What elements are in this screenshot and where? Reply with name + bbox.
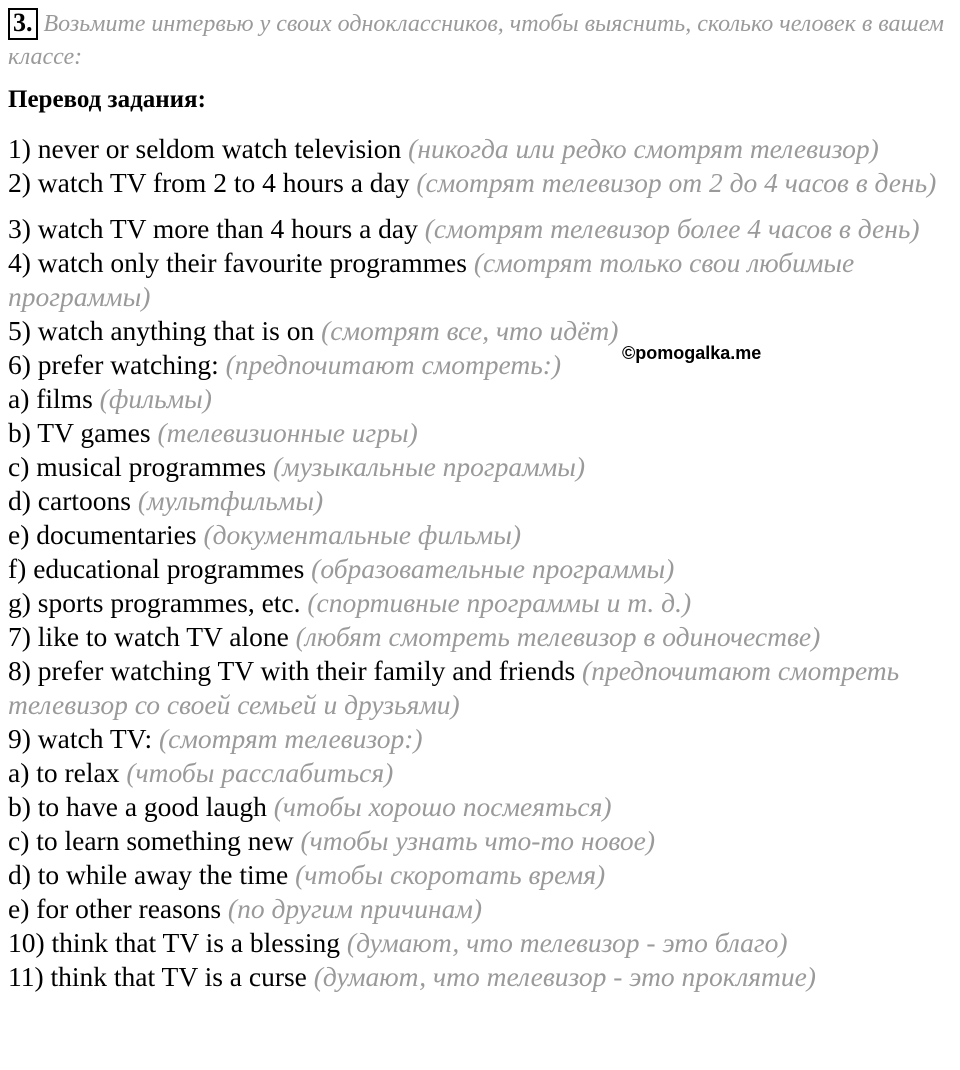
list-item (8, 620, 953, 654)
item-english: e) documentaries (8, 519, 197, 550)
item-english: 4) watch only their favourite programmes (8, 247, 467, 278)
list-item (8, 166, 953, 200)
list-item (8, 314, 953, 348)
translation-heading: Перевод задания: (8, 86, 206, 113)
task-number: 3. (8, 8, 38, 40)
list-item (8, 450, 953, 484)
item-translation: (смотрят только свои любимые программы) (8, 247, 855, 312)
item-translation: (телевизионные игры) (157, 417, 418, 448)
item-translation: (спортивные программы и т. д.) (307, 587, 692, 618)
list-item (8, 654, 953, 722)
list-item (8, 790, 953, 824)
item-translation: (предпочитают смотреть:) (225, 349, 562, 380)
item-translation: (предпочитают смотреть телевизор со своей семьей и друзьями) (8, 655, 900, 720)
item-english: a) to relax (8, 757, 120, 788)
item-translation: (любят смотреть телевизор в одиночестве) (295, 621, 821, 652)
item-english: 8) prefer watching TV with their family and friends (8, 655, 576, 686)
list-item (8, 212, 953, 246)
translation-list (8, 132, 953, 994)
item-english: 6) prefer watching: (8, 349, 219, 380)
item-translation: (чтобы хорошо посмеяться) (273, 791, 612, 822)
item-english: 10) think that TV is a blessing (8, 927, 341, 958)
item-english: c) musical programmes (8, 451, 267, 482)
item-english: 11) think that TV is a curse (8, 961, 307, 992)
item-english: b) TV games (8, 417, 151, 448)
item-english: g) sports programmes, etc. (8, 587, 301, 618)
item-translation: (чтобы расслабиться) (126, 757, 394, 788)
item-english: d) to while away the time (8, 859, 289, 890)
item-translation: (музыкальные программы) (272, 451, 586, 482)
list-item (8, 858, 953, 892)
item-english: f) educational programmes (8, 553, 305, 584)
task-header (8, 8, 948, 74)
item-english: c) to learn something new (8, 825, 294, 856)
item-english: 7) like to watch TV alone (8, 621, 289, 652)
item-english: a) films (8, 383, 93, 414)
item-translation: (думают, что телевизор - это благо) (346, 927, 788, 958)
list-item (8, 586, 953, 620)
item-translation: (смотрят телевизор:) (158, 723, 423, 754)
item-translation: (никогда или редко смотрят телевизор) (408, 133, 879, 164)
list-item (8, 960, 953, 994)
item-translation: (образовательные программы) (311, 553, 675, 584)
item-translation: (документальные фильмы) (203, 519, 521, 550)
list-item (8, 416, 953, 450)
item-english: b) to have a good laugh (8, 791, 267, 822)
item-translation: (чтобы скоротать время) (295, 859, 606, 890)
item-translation: (мультфильмы) (137, 485, 324, 516)
item-translation: (смотрят телевизор от 2 до 4 часов в день) (416, 167, 937, 198)
item-english: 9) watch TV: (8, 723, 153, 754)
item-english: 3) watch TV more than 4 hours a day (8, 213, 418, 244)
list-item (8, 926, 953, 960)
list-item (8, 484, 953, 518)
watermark: ©pomogalka.me (622, 343, 762, 363)
list-item (8, 382, 953, 416)
item-english: e) for other reasons (8, 893, 222, 924)
item-translation: (думают, что телевизор - это проклятие) (313, 961, 816, 992)
item-translation: (фильмы) (99, 383, 212, 414)
task-text: Возьмите интервью у своих одноклассников, чтобы выяснить, сколько человек в вашем классе: (8, 11, 944, 70)
item-translation: (по другим причинам) (227, 893, 483, 924)
list-item (8, 892, 953, 926)
list-item (8, 246, 953, 314)
list-item (8, 132, 953, 166)
list-item (8, 552, 953, 586)
item-translation: (смотрят все, что идёт) (321, 315, 619, 346)
item-english: 1) never or seldom watch television (8, 133, 402, 164)
list-item (8, 722, 953, 756)
item-english: 5) watch anything that is on (8, 315, 315, 346)
list-item (8, 824, 953, 858)
item-translation: (чтобы узнать что-то новое) (300, 825, 656, 856)
list-item (8, 756, 953, 790)
list-item (8, 518, 953, 552)
item-english: 2) watch TV from 2 to 4 hours a day (8, 167, 410, 198)
list-item (8, 348, 953, 382)
item-english: d) cartoons (8, 485, 131, 516)
item-translation: (смотрят телевизор более 4 часов в день) (424, 213, 920, 244)
